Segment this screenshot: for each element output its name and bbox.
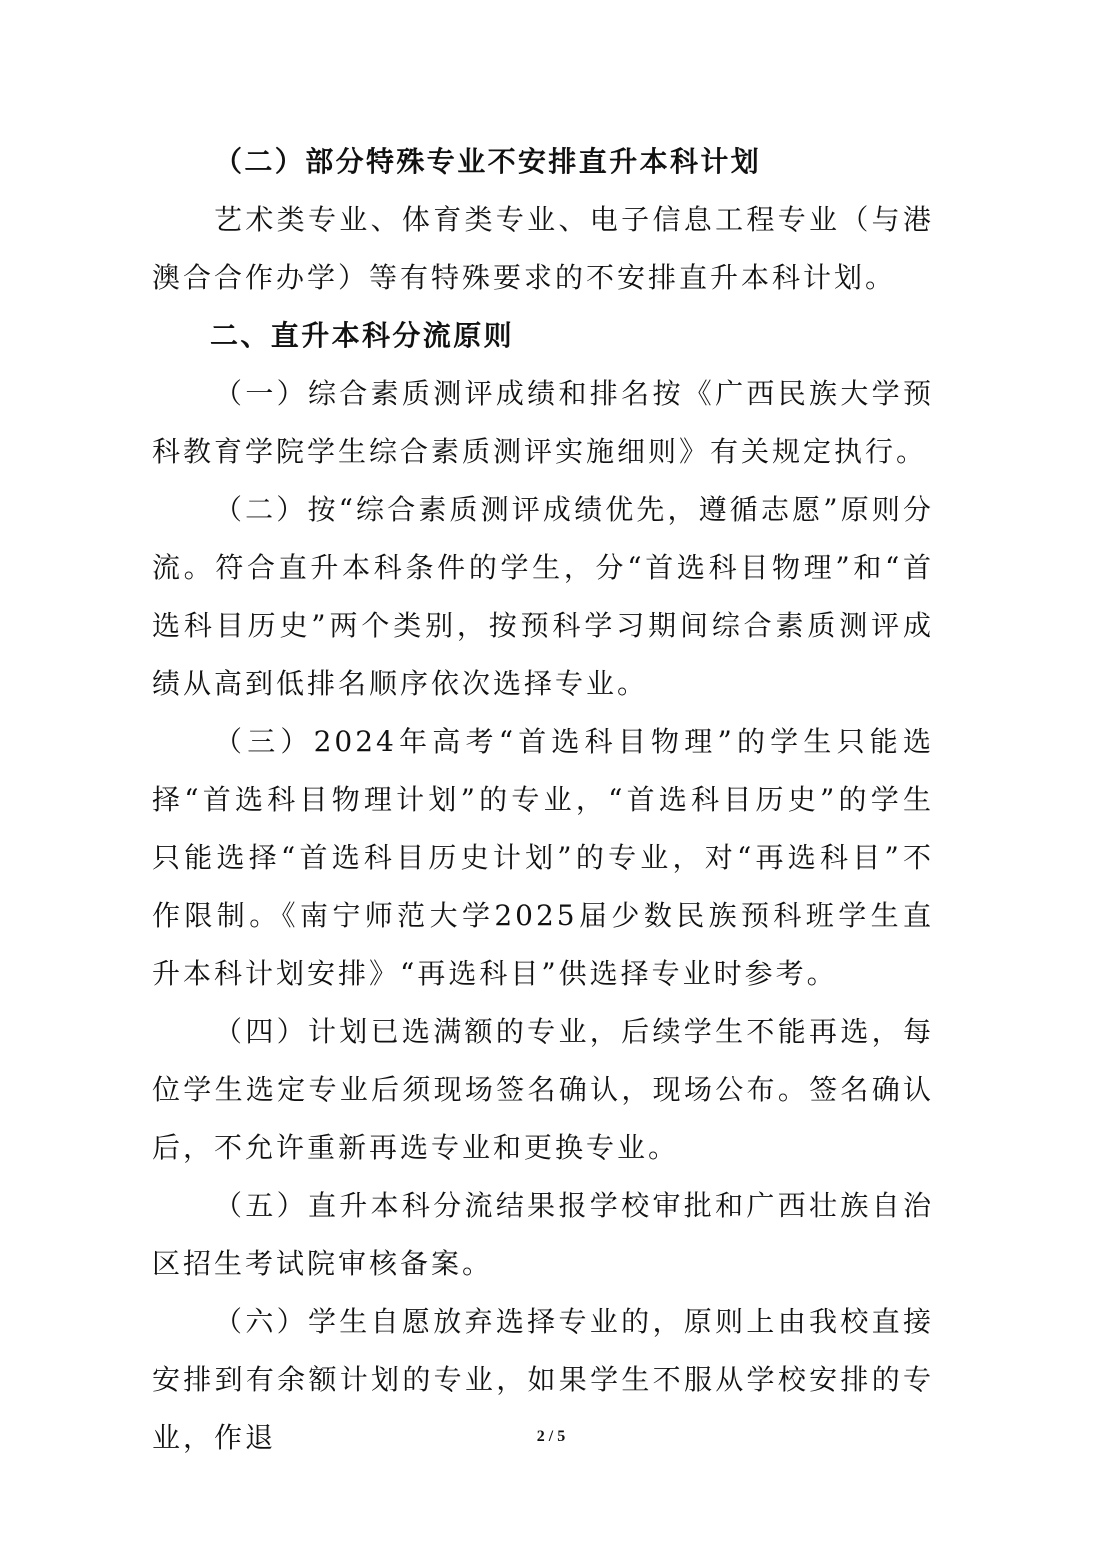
paragraph: （五）直升本科分流结果报学校审批和广西壮族自治区招生考试院审核备案。: [152, 1189, 934, 1280]
paragraph: （三）2024年高考“首选科目物理”的学生只能选择“首选科目物理计划”的专业，“首选科目历史”的学生只能选择“首选科目历史计划”的专业，对“再选科目”不作限制。《南宁师范大学2025届少数民族预科班学生直升本科计划安排》“再选科目”供选择专业时参考。: [152, 725, 934, 990]
subsection-heading: （二）部分特殊专业不安排直升本科计划: [214, 145, 762, 178]
document-body: [152, 133, 934, 1467]
section-heading: 二、直升本科分流原则: [210, 319, 515, 352]
paragraph: （一）综合素质测评成绩和排名按《广西民族大学预科教育学院学生综合素质测评实施细则》有关规定执行。: [152, 377, 934, 468]
paragraph: （四）计划已选满额的专业，后续学生不能再选，每位学生选定专业后须现场签名确认，现场公布。签名确认后，不允许重新再选专业和更换专业。: [152, 1015, 934, 1164]
paragraph: （二）按“综合素质测评成绩优先，遵循志愿”原则分流。符合直升本科条件的学生，分“首选科目物理”和“首选科目历史”两个类别，按预科学习期间综合素质测评成绩从高到低排名顺序依次选择专业。: [152, 493, 934, 700]
page-number: 2 / 5: [536, 1428, 566, 1445]
paragraph: 艺术类专业、体育类专业、电子信息工程专业（与港澳合合作办学）等有特殊要求的不安排直升本科计划。: [152, 203, 934, 294]
paragraph: （六）学生自愿放弃选择专业的，原则上由我校直接安排到有余额计划的专业，如果学生不服从学校安排的专业，作退: [152, 1305, 934, 1454]
